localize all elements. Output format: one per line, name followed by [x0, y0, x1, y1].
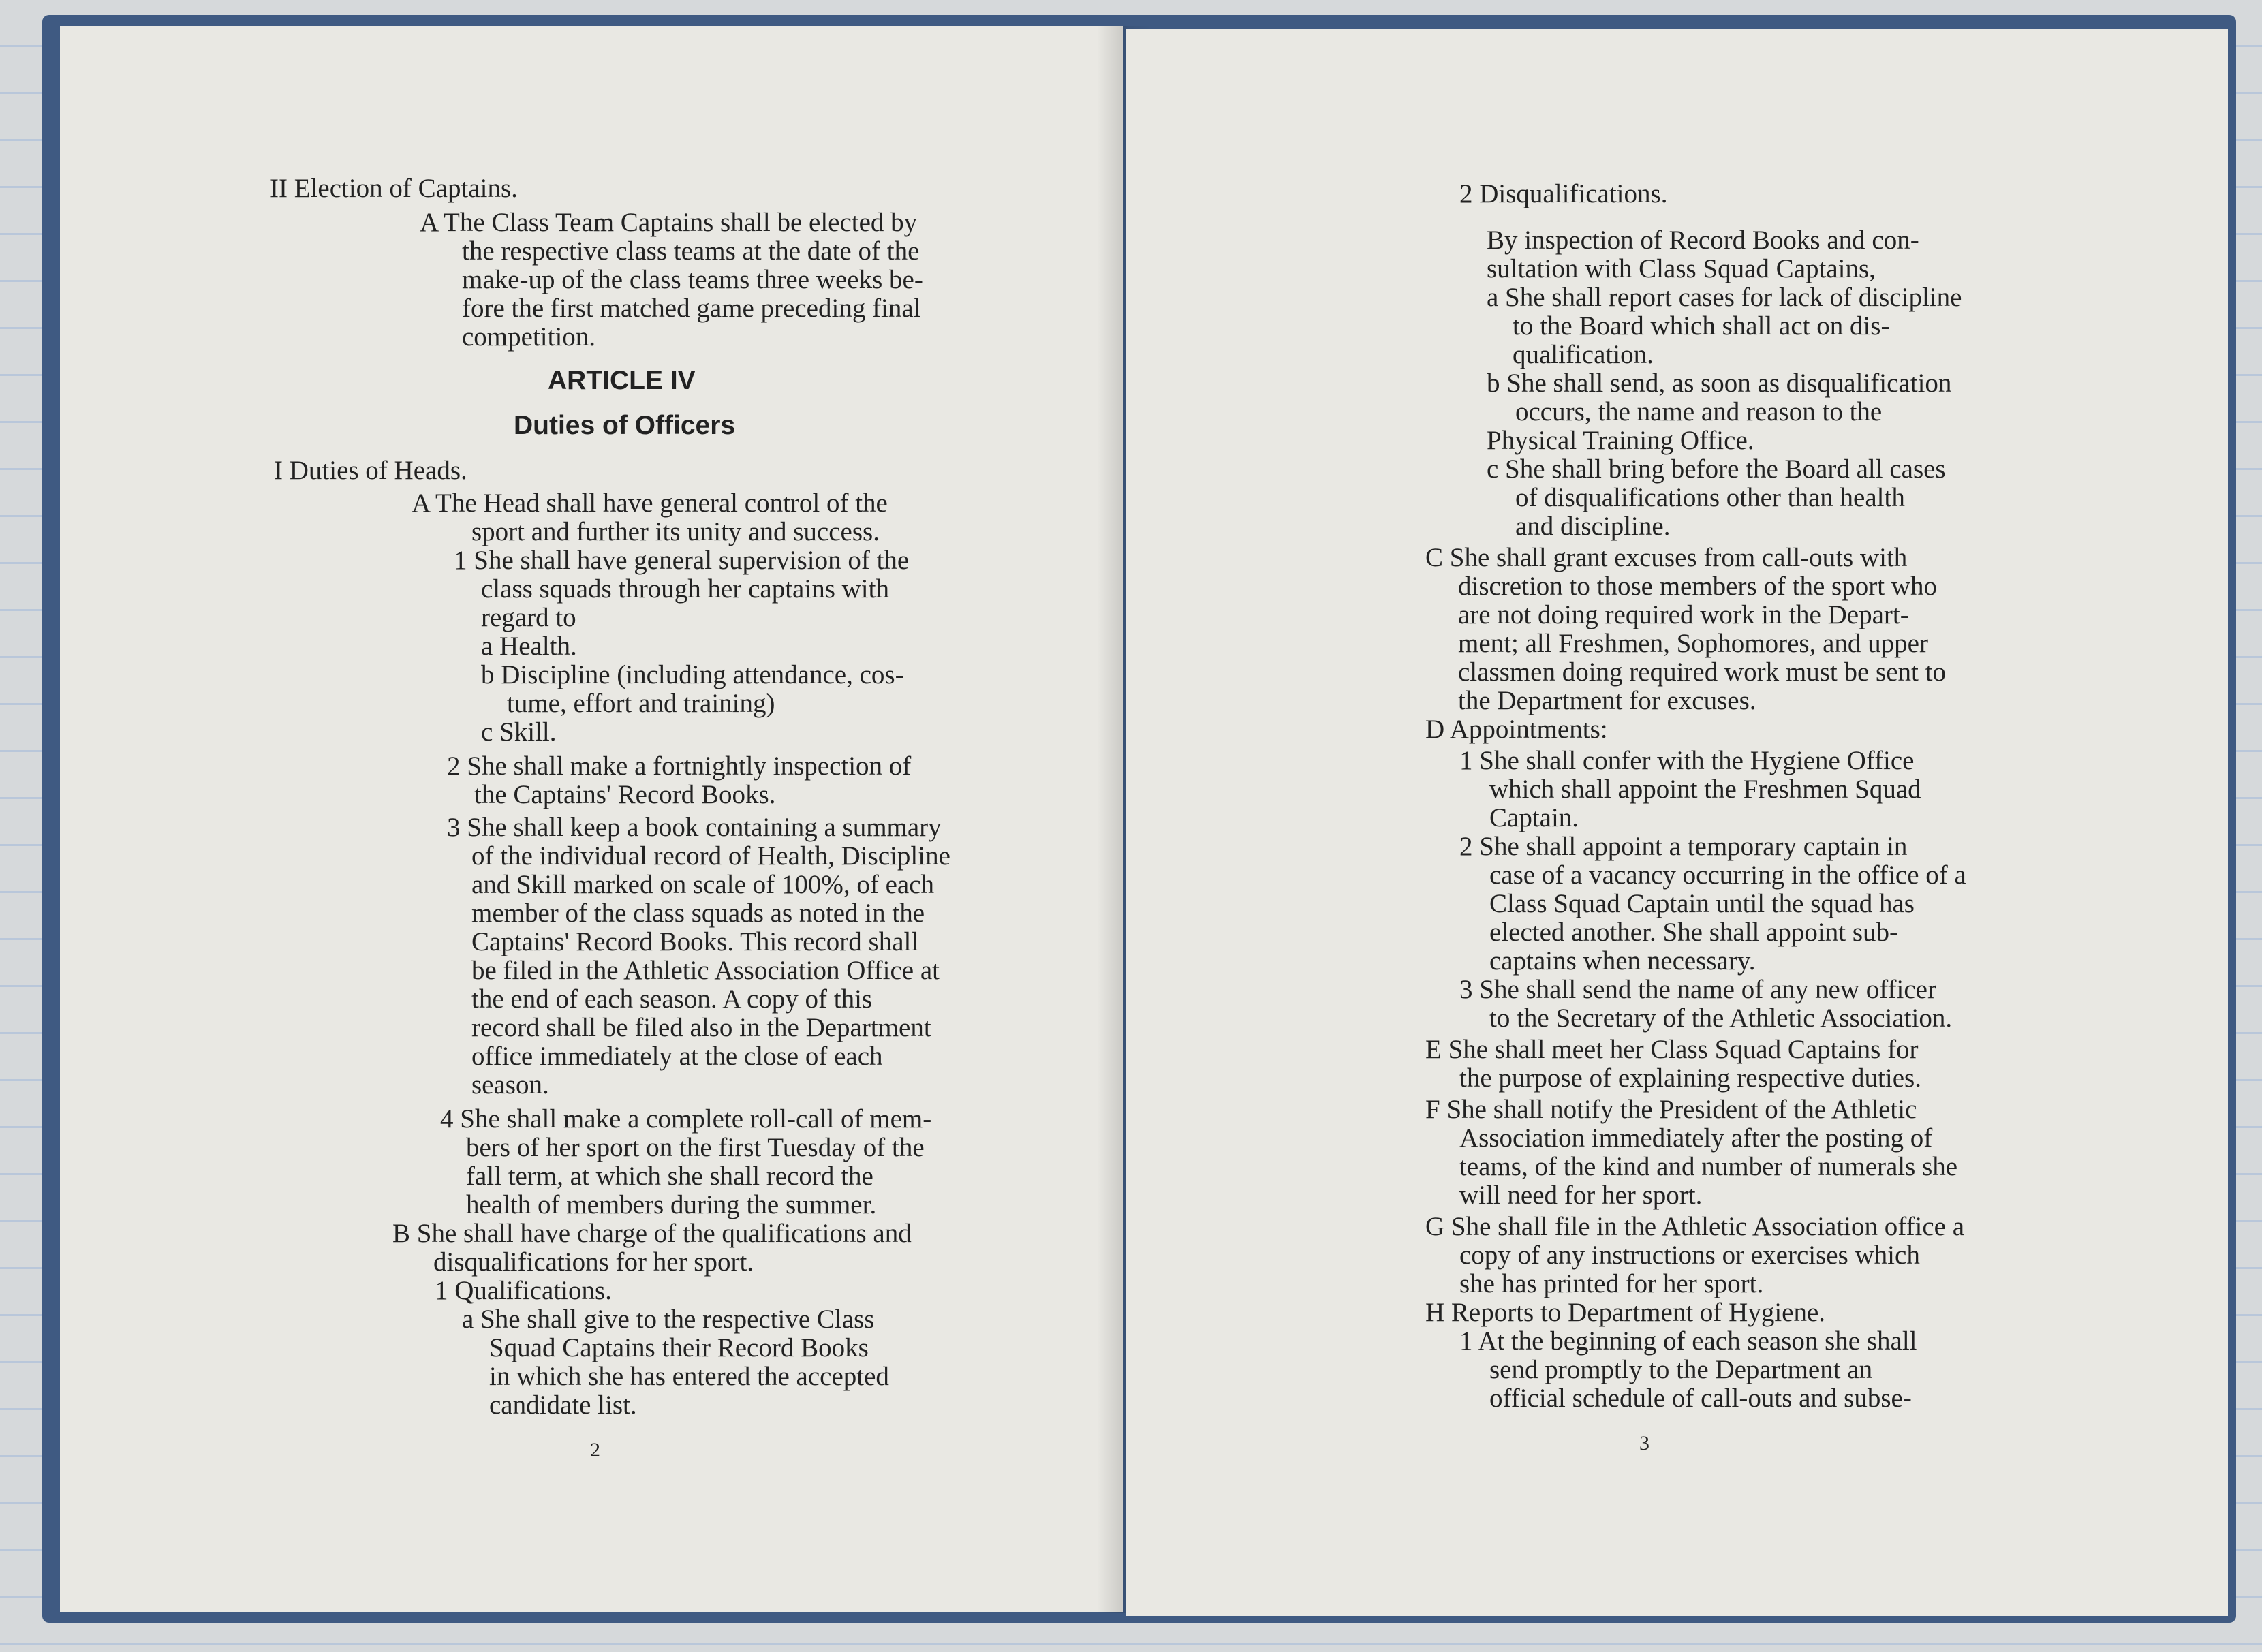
text-line: 1 She shall have general supervision of the [454, 546, 910, 575]
text-line: Association immediately after the posting of [1459, 1123, 1933, 1153]
text-line: health of members during the summer. [466, 1190, 877, 1219]
text-line: the purpose of explaining respective duties. [1459, 1063, 1921, 1093]
text-line: elected another. She shall appoint sub- [1489, 918, 1899, 947]
right-page [1126, 29, 2228, 1616]
text-line: 2 Disqualifications. [1459, 179, 1668, 208]
text-line: c Skill. [481, 717, 557, 747]
text-line: B She shall have charge of the qualifications and [392, 1219, 912, 1248]
text-line: copy of any instructions or exercises which [1459, 1241, 1920, 1270]
text-line: 1 At the beginning of each season she shall [1459, 1326, 1917, 1356]
text-line: send promptly to the Department an [1489, 1355, 1873, 1384]
text-line: disqualifications for her sport. [433, 1247, 754, 1277]
text-line: Class Squad Captain until the squad has [1489, 889, 1915, 918]
text-line: occurs, the name and reason to the [1515, 397, 1883, 426]
text-line: office immediately at the close of each [471, 1042, 883, 1071]
text-line: tume, effort and training) [507, 689, 775, 718]
text-line: I Duties of Heads. [274, 456, 467, 485]
text-line: 2 She shall make a fortnightly inspection of [447, 751, 912, 781]
page-number: 3 [1639, 1432, 1649, 1454]
text-line: a She shall give to the respective Class [462, 1305, 875, 1334]
text-line: competition. [462, 322, 596, 352]
text-line: Captain. [1489, 803, 1579, 832]
text-line: regard to [481, 603, 576, 632]
text-line: discretion to those members of the sport who [1458, 572, 1937, 601]
text-line: make-up of the class teams three weeks be- [462, 265, 923, 294]
text-line: class squads through her captains with [481, 574, 889, 604]
left-page [60, 26, 1123, 1612]
text-line: season. [471, 1070, 549, 1100]
text-line: and discipline. [1515, 512, 1671, 541]
text-line: 2 She shall appoint a temporary captain in [1459, 832, 1908, 861]
text-line: and Skill marked on scale of 100%, of each [471, 870, 935, 899]
text-line: H Reports to Department of Hygiene. [1425, 1298, 1826, 1327]
text-line: A The Class Team Captains shall be elected by [420, 208, 918, 237]
text-line: C She shall grant excuses from call-outs with [1425, 543, 1908, 572]
text-line: fore the first matched game preceding final [462, 294, 921, 323]
section-heading: Duties of Officers [514, 411, 736, 440]
text-line: A The Head shall have general control of the [412, 488, 888, 518]
text-line: the respective class teams at the date of the [462, 236, 920, 266]
text-line: b Discipline (including attendance, cos- [481, 660, 904, 689]
text-line: qualification. [1513, 340, 1654, 369]
text-line: teams, of the kind and number of numerals she [1459, 1152, 1958, 1181]
text-line: the Captains' Record Books. [474, 780, 776, 809]
text-line: a She shall report cases for lack of discipline [1487, 283, 1962, 312]
text-line: she has printed for her sport. [1459, 1269, 1764, 1298]
text-line: 1 Qualifications. [435, 1276, 612, 1305]
text-line: official schedule of call-outs and subse- [1489, 1384, 1912, 1413]
text-line: case of a vacancy occurring in the office of a [1489, 860, 1966, 890]
text-line: in which she has entered the accepted [489, 1362, 889, 1391]
text-line: candidate list. [489, 1390, 637, 1420]
text-line: F She shall notify the President of the Athletic [1425, 1095, 1917, 1124]
text-line: captains when necessary. [1489, 946, 1756, 976]
text-line: of disqualifications other than health [1515, 483, 1905, 512]
text-line: 3 She shall keep a book containing a summary [447, 813, 942, 842]
text-line: a Health. [481, 632, 577, 661]
text-line: fall term, at which she shall record the [466, 1162, 873, 1191]
text-line: G She shall file in the Athletic Association office a [1425, 1212, 1965, 1241]
text-line: be filed in the Athletic Association Office at [471, 956, 940, 985]
text-line: classmen doing required work must be sent to [1458, 657, 1946, 687]
text-line: to the Secretary of the Athletic Association. [1489, 1003, 1953, 1033]
text-line: member of the class squads as noted in the [471, 899, 925, 928]
text-line: 4 She shall make a complete roll-call of mem- [440, 1104, 932, 1134]
text-line: to the Board which shall act on dis- [1513, 311, 1890, 341]
text-line: which shall appoint the Freshmen Squad [1489, 775, 1921, 804]
text-line: the end of each season. A copy of this [471, 984, 873, 1014]
text-line: ment; all Freshmen, Sophomores, and upper [1458, 629, 1928, 658]
text-line: sultation with Class Squad Captains, [1487, 254, 1876, 283]
text-line: 3 She shall send the name of any new officer [1459, 975, 1936, 1004]
text-line: Captains' Record Books. This record shall [471, 927, 919, 956]
text-line: the Department for excuses. [1458, 686, 1756, 715]
text-line: 1 She shall confer with the Hygiene Office [1459, 746, 1915, 775]
article-heading: ARTICLE IV [548, 366, 696, 395]
text-line: b She shall send, as soon as disqualification [1487, 369, 1952, 398]
text-line: sport and further its unity and success. [471, 517, 880, 546]
text-line: of the individual record of Health, Discipline [471, 841, 950, 871]
text-line: c She shall bring before the Board all cases [1487, 454, 1946, 484]
text-line: D Appointments: [1425, 715, 1608, 744]
page-number: 2 [590, 1439, 600, 1461]
text-line: Physical Training Office. [1487, 426, 1754, 455]
text-line: II Election of Captains. [270, 174, 518, 203]
text-line: E She shall meet her Class Squad Captains for [1425, 1035, 1919, 1064]
text-line: bers of her sport on the first Tuesday of the [466, 1133, 925, 1162]
text-line: will need for her sport. [1459, 1181, 1703, 1210]
text-line: are not doing required work in the Depart- [1458, 600, 1909, 629]
text-line: By inspection of Record Books and con- [1487, 225, 1919, 255]
text-line: Squad Captains their Record Books [489, 1333, 869, 1362]
text-line: record shall be filed also in the Department [471, 1013, 931, 1042]
